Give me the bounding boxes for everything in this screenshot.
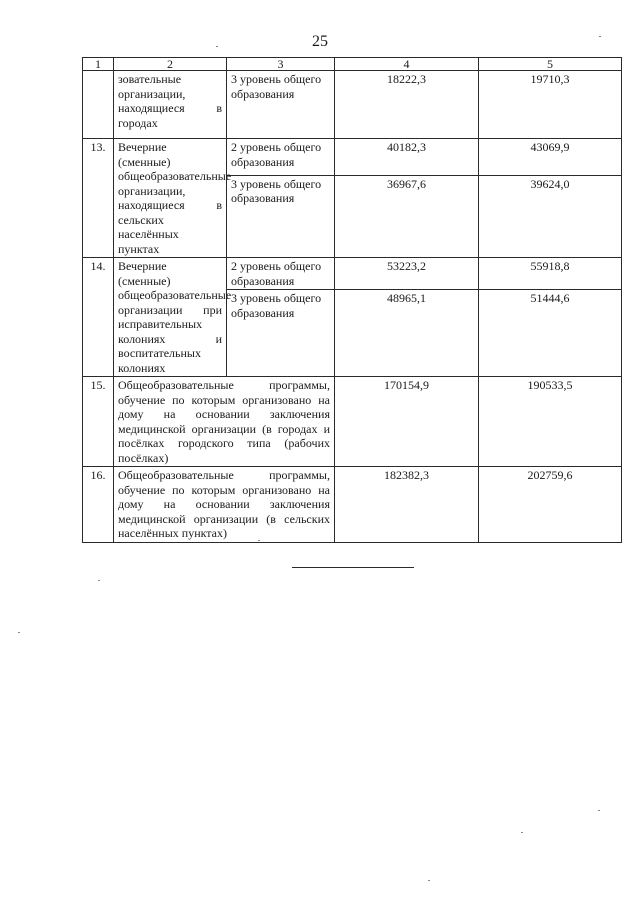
scan-speck bbox=[599, 36, 601, 37]
education-level: 3 уровень общего образования bbox=[227, 71, 335, 139]
value-col5: 39624,0 bbox=[479, 175, 622, 257]
end-divider bbox=[292, 567, 414, 568]
column-header-4: 4 bbox=[335, 58, 479, 71]
value-col4: 170154,9 bbox=[335, 377, 479, 467]
page-number: 25 bbox=[312, 33, 328, 50]
value-col4: 48965,1 bbox=[335, 290, 479, 377]
value-col5: 19710,3 bbox=[479, 71, 622, 139]
education-level: 2 уровень общего образования bbox=[227, 258, 335, 290]
education-level: 3 уровень общего образования bbox=[227, 175, 335, 257]
scan-speck bbox=[521, 832, 523, 833]
column-header-1: 1 bbox=[83, 58, 114, 71]
education-level: 3 уровень общего образования bbox=[227, 290, 335, 377]
column-header-5: 5 bbox=[479, 58, 622, 71]
value-col5: 55918,8 bbox=[479, 258, 622, 290]
value-col5: 43069,9 bbox=[479, 139, 622, 176]
row-name: Общеобразовательные программы, обучение по которым организовано на дому на основании заключения медицинской организации (в сельских населённых пунктах) bbox=[114, 467, 335, 543]
row-number: 15. bbox=[83, 377, 114, 467]
table-row bbox=[83, 377, 622, 467]
education-level: 2 уровень общего образования bbox=[227, 139, 335, 176]
value-col4: 36967,6 bbox=[335, 175, 479, 257]
scan-speck bbox=[428, 880, 430, 881]
table-row bbox=[83, 139, 622, 176]
row-number: 14. bbox=[83, 258, 114, 377]
table-row bbox=[83, 467, 622, 543]
budget-table bbox=[82, 57, 622, 543]
table-row bbox=[83, 258, 622, 290]
value-col4: 53223,2 bbox=[335, 258, 479, 290]
column-header-3: 3 bbox=[227, 58, 335, 71]
row-name: Вечерние (сменные) общеобразовательные организации, находящиеся в сельских населённых пунктах bbox=[114, 139, 227, 258]
scan-speck bbox=[216, 46, 218, 47]
row-number: 16. bbox=[83, 467, 114, 543]
value-col4: 18222,3 bbox=[335, 71, 479, 139]
row-number: 13. bbox=[83, 139, 114, 258]
table-header-row bbox=[83, 58, 622, 71]
table-row bbox=[83, 71, 622, 139]
value-col4: 40182,3 bbox=[335, 139, 479, 176]
column-header-2: 2 bbox=[114, 58, 227, 71]
scan-speck bbox=[18, 632, 20, 633]
scan-speck bbox=[258, 540, 260, 541]
value-col5: 51444,6 bbox=[479, 290, 622, 377]
value-col5: 202759,6 bbox=[479, 467, 622, 543]
value-col4: 182382,3 bbox=[335, 467, 479, 543]
row-name: зовательные организации, находящиеся в городах bbox=[114, 71, 227, 139]
row-name: Общеобразовательные программы, обучение по которым организовано на дому на основании заключения медицинской организации (в городах и посёлках городского типа (рабочих посёлках) bbox=[114, 377, 335, 467]
row-name: Вечерние (сменные) общеобразовательные организации при исправительных колониях и воспитательных колониях bbox=[114, 258, 227, 377]
scan-speck bbox=[98, 580, 100, 581]
scan-speck bbox=[598, 810, 600, 811]
value-col5: 190533,5 bbox=[479, 377, 622, 467]
row-number bbox=[83, 71, 114, 139]
